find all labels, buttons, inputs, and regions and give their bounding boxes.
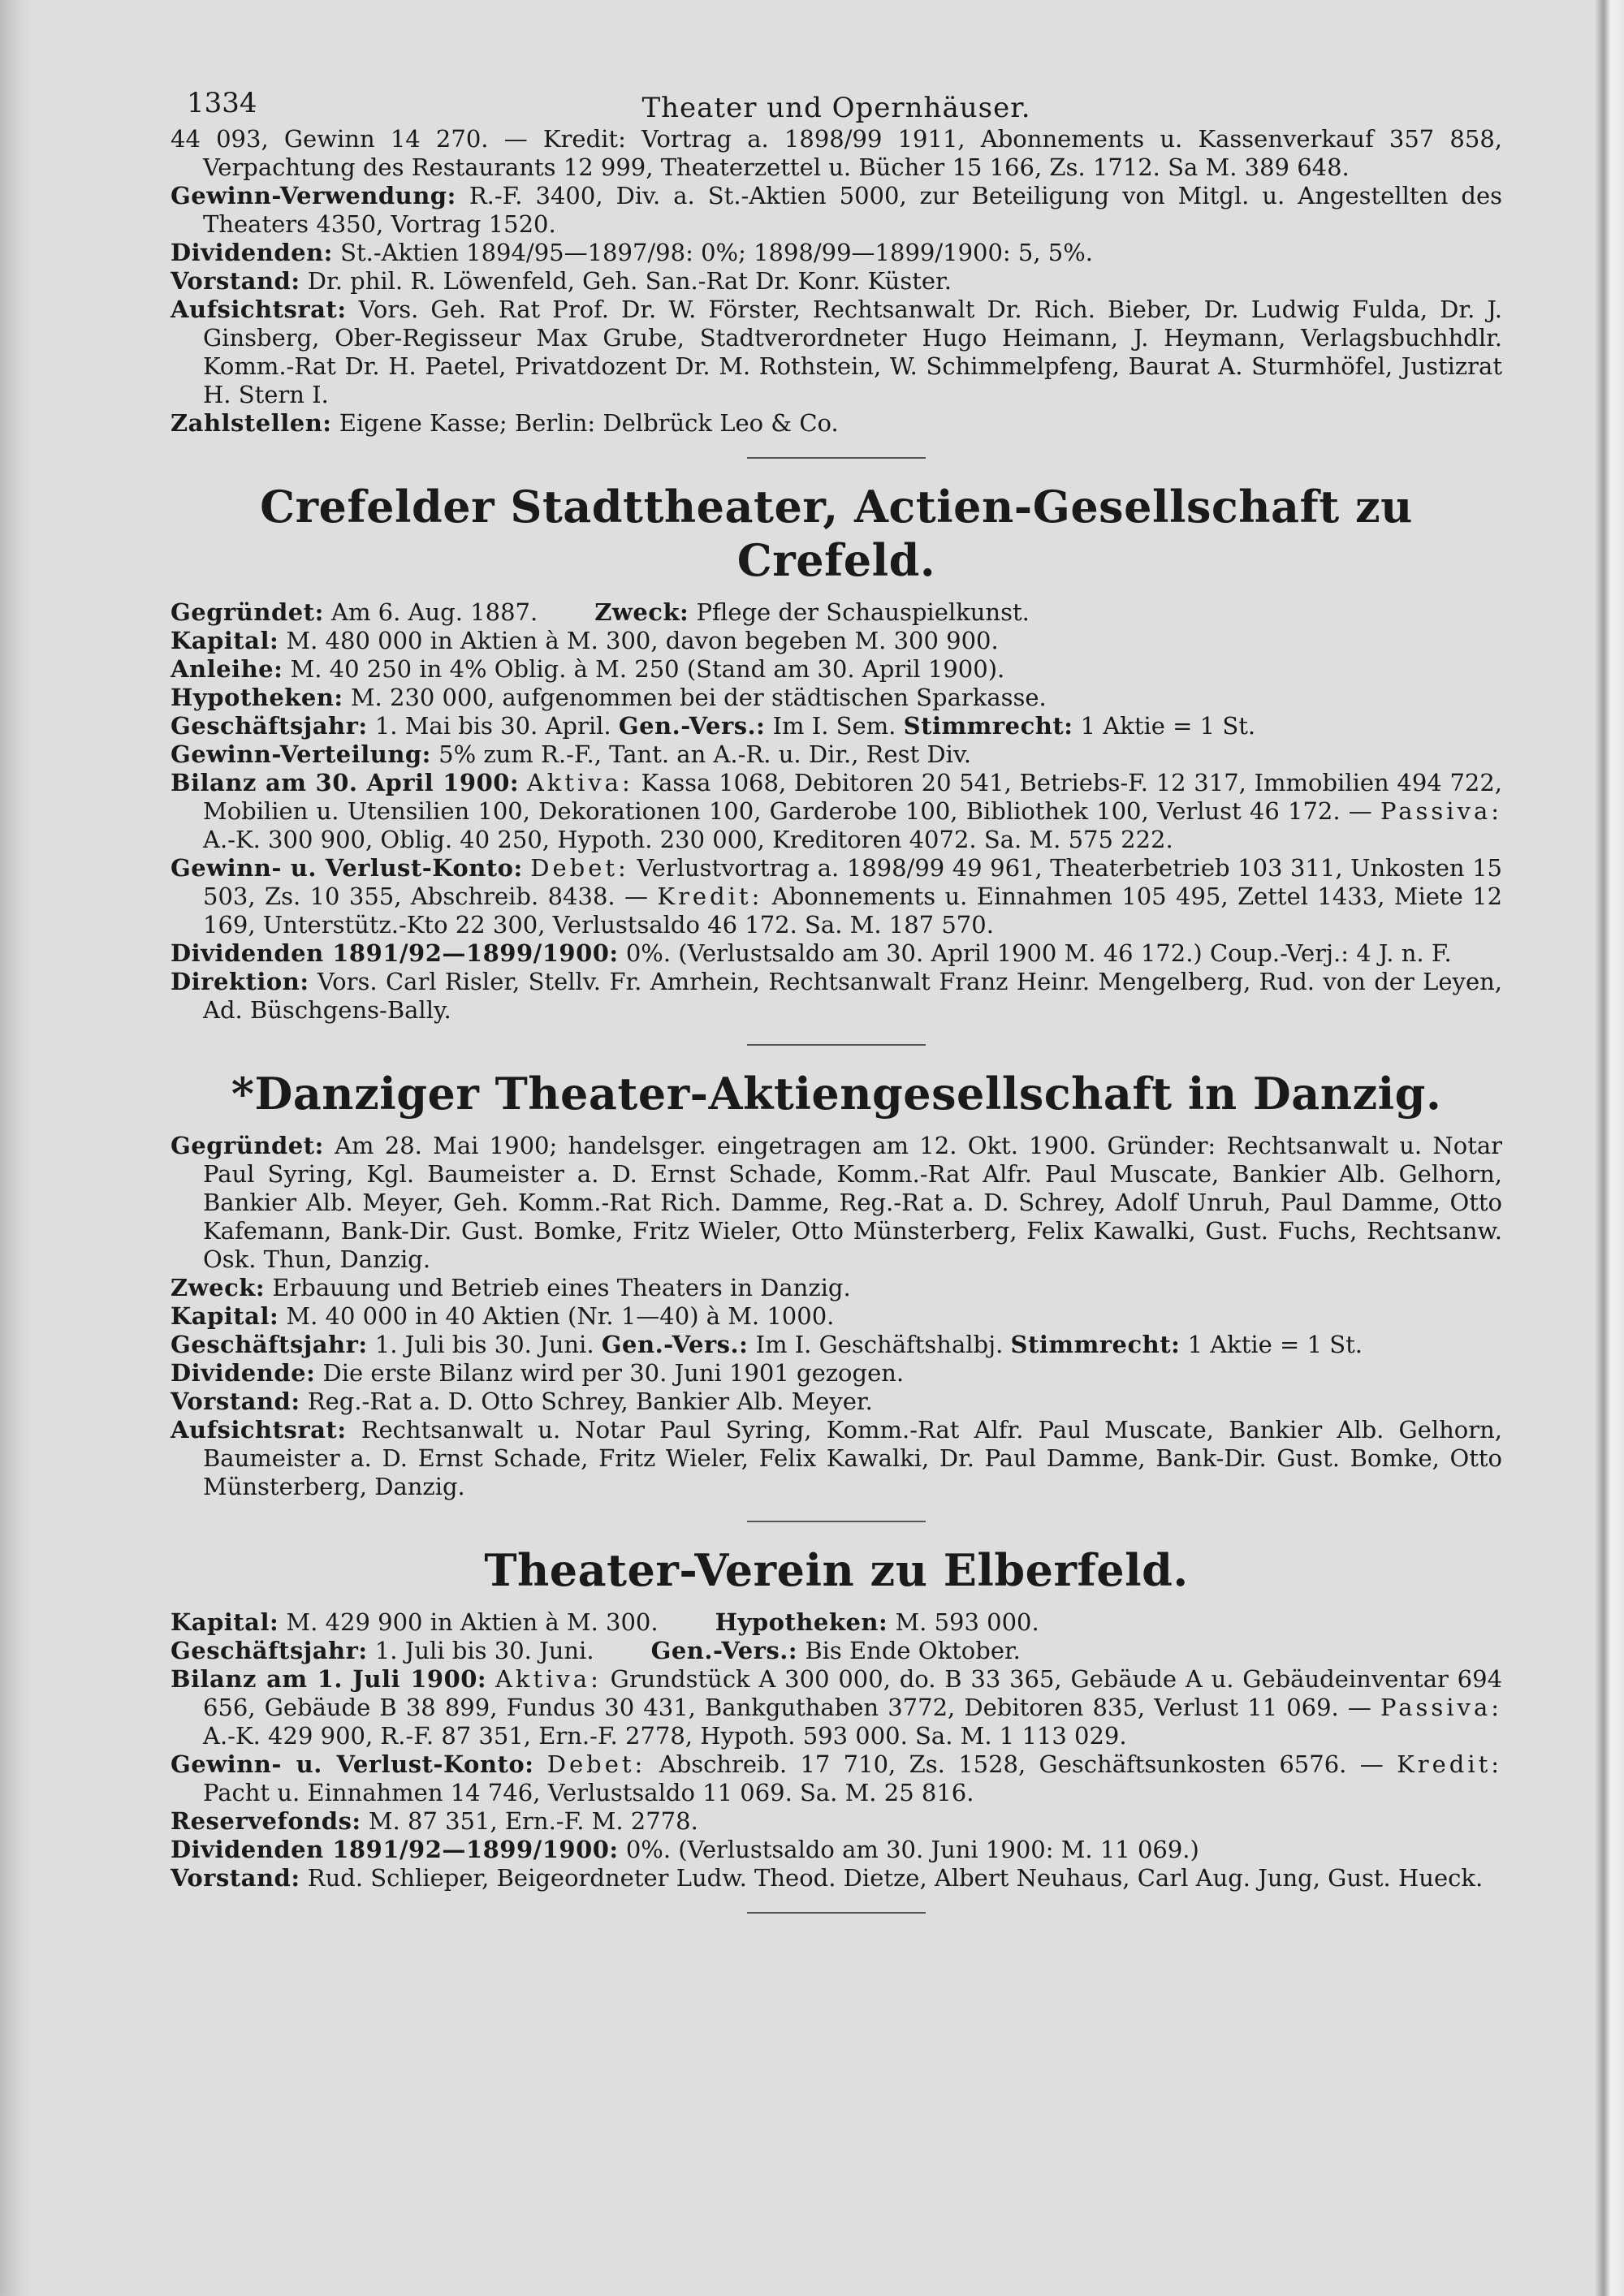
elberfeld-reservefonds: [171, 1807, 1502, 1836]
text: M. 40 000 in 40 Aktien (Nr. 1—40) à M. 1000.: [286, 1302, 835, 1330]
text: 5% zum R.-F., Tant. an A.-R. u. Dir., Rest Div.: [438, 740, 972, 768]
text: Vors. Carl Risler, Stellv. Fr. Amrhein, Rechtsanwalt Franz Heinr. Mengelberg, Rud. von der Leyen, Ad. Büschgens-Bally.: [203, 968, 1502, 1024]
text: Erbauung und Betrieb eines Theaters in Danzig.: [272, 1274, 851, 1301]
text: 1. Juli bis 30. Juni.: [374, 1637, 594, 1664]
label: Dividenden:: [171, 239, 333, 266]
text: St.-Aktien 1894/95—1897/98: 0%; 1898/99—1899/1900: 5, 5%.: [340, 239, 1094, 266]
label: Kapital:: [171, 627, 279, 654]
danzig-zweck: [171, 1274, 1502, 1302]
elberfeld-guv: [171, 1750, 1502, 1807]
crefeld-gegruendet: [171, 598, 1502, 627]
label: Reservefonds:: [171, 1807, 361, 1835]
separator: [747, 1044, 926, 1046]
text: Kassa 1068, Debitoren 20 541, Betriebs-F. 12 317, Immobilien 494 722, Mobilien u. Utensilien 100, Dekorationen 100, Garderobe 100, Bibliothek 100, Verlust 46 172. —: [203, 769, 1503, 825]
page: [171, 81, 1502, 1935]
passiva-label: Passiva:: [1380, 1694, 1502, 1721]
label: Stimmrecht:: [1010, 1331, 1181, 1358]
text: Am 28. Mai 1900; handelsger. eingetragen am 12. Okt. 1900. Gründer: Rechtsanwalt u. Notar Paul Syring, Kgl. Baumeister a. D. Ernst Schade, Komm.-Rat Alfr. Paul Muscate, Bankier Alb. Gelhorn, Bankier Alb. Meyer, Geh. Komm.-Rat Rich. Damme, Reg.-Rat a. D. Schrey, Adolf Unruh, Paul Damme, Otto Kafemann, Bank-Dir. Gust. Bomke, Fritz Wieler, Otto Münsterberg, Felix Kawalki, Gust. Fuchs, Rechtsanw. Osk. Thun, Danzig.: [203, 1132, 1503, 1273]
label: Vorstand:: [171, 1864, 300, 1892]
label: Geschäftsjahr:: [171, 1637, 368, 1664]
label: Gewinn- u. Verlust-Konto:: [171, 854, 523, 882]
text: 1. Mai bis 30. April.: [374, 712, 611, 740]
intro-section: [171, 125, 1502, 438]
label: Dividenden 1891/92—1899/1900:: [171, 939, 619, 967]
text: Die erste Bilanz wird per 30. Juni 1901 gezogen.: [322, 1359, 905, 1387]
elberfeld-geschaeftsjahr: [171, 1637, 1502, 1665]
text: M. 230 000, aufgenommen bei der städtischen Sparkasse.: [350, 684, 1047, 711]
danzig-aufsichtsrat: [171, 1416, 1502, 1501]
label: Gegründet:: [171, 598, 324, 626]
label: Kapital:: [171, 1302, 279, 1330]
page-header: [171, 81, 1502, 125]
text: 1 Aktie = 1 St.: [1187, 1331, 1363, 1358]
label: Bilanz am 1. Juli 1900:: [171, 1665, 487, 1693]
crefeld-anleihe: [171, 655, 1502, 684]
running-title: Theater und Opernhäuser.: [641, 92, 1031, 124]
label: Aufsichtsrat:: [171, 296, 347, 323]
scan-edge-right: [1595, 0, 1624, 2296]
label: Geschäftsjahr:: [171, 712, 368, 740]
text: Dr. phil. R. Löwenfeld, Geh. San.-Rat Dr. Konr. Küster.: [307, 267, 952, 295]
crefeld-hypotheken: [171, 684, 1502, 712]
crefeld-bilanz: [171, 769, 1502, 854]
aktiva-label: Aktiva:: [495, 1665, 602, 1693]
scan-edge-left: [0, 0, 32, 2296]
label: Zweck:: [171, 1274, 266, 1301]
text: Abschreib. 17 710, Zs. 1528, Geschäftsunkosten 6576. —: [659, 1750, 1384, 1778]
label: Vorstand:: [171, 267, 300, 295]
text: 0%. (Verlustsaldo am 30. Juni 1900: M. 11 069.): [625, 1836, 1199, 1863]
text: M. 480 000 in Aktien à M. 300, davon begeben M. 300 900.: [286, 627, 999, 654]
text: M. 87 351, Ern.-F. M. 2778.: [368, 1807, 698, 1835]
aktiva-label: Aktiva:: [526, 769, 633, 796]
elberfeld-dividenden: [171, 1836, 1502, 1864]
elberfeld-kapital: [171, 1608, 1502, 1637]
text: Bis Ende Oktober.: [805, 1637, 1021, 1664]
label: Vorstand:: [171, 1388, 300, 1415]
label: Anleihe:: [171, 655, 283, 683]
label: Kapital:: [171, 1608, 279, 1636]
page-number: 1334: [187, 87, 257, 119]
section-title-danzig: *Danziger Theater-Aktiengesellschaft in Danzig.: [231, 1068, 1442, 1120]
text: Rechtsanwalt u. Notar Paul Syring, Komm.-Rat Alfr. Paul Muscate, Bankier Alb. Gelhorn, Baumeister a. D. Ernst Schade, Fritz Wieler, Felix Kawalki, Dr. Paul Damme, Bank-Dir. Gust. Bomke, Otto Münsterberg, Danzig.: [203, 1416, 1503, 1500]
crefeld-guv: [171, 854, 1502, 939]
label: Hypotheken:: [715, 1608, 888, 1636]
danzig-dividende: [171, 1359, 1502, 1388]
text: M. 429 900 in Aktien à M. 300.: [286, 1608, 659, 1636]
text: Im I. Geschäftshalbj.: [755, 1331, 1004, 1358]
text: Grundstück A 300 000, do. B 33 365, Gebäude A u. Gebäudeinventar 694 656, Gebäude B 38 899, Fundus 30 431, Bankguthaben 3772, Debitoren 835, Verlust 11 069. —: [203, 1665, 1503, 1721]
text: 1 Aktie = 1 St.: [1080, 712, 1256, 740]
crefeld-direktion: [171, 968, 1502, 1025]
text: A.-K. 429 900, R.-F. 87 351, Ern.-F. 2778, Hypoth. 593 000. Sa. M. 1 113 029.: [203, 1722, 1127, 1750]
text: Vors. Geh. Rat Prof. Dr. W. Förster, Rechtsanwalt Dr. Rich. Bieber, Dr. Ludwig Fulda, Dr. J. Ginsberg, Ober-Regisseur Max Grube, Stadtverordneter Hugo Heimann, J. Heymann, Verlagsbuchhdlr. Komm.-Rat Dr. H. Paetel, Privatdozent Dr. M. Rothstein, W. Schimmelpfeng, Baurat A. Sturmhöfel, Justizrat H. Stern I.: [203, 296, 1502, 408]
text: Eigene Kasse; Berlin: Delbrück Leo & Co.: [339, 409, 839, 437]
label: Dividende:: [171, 1359, 316, 1387]
elberfeld-bilanz: [171, 1665, 1502, 1750]
text: Rud. Schlieper, Beigeordneter Ludw. Theod. Dietze, Albert Neuhaus, Carl Aug. Jung, Gust. Hueck.: [307, 1864, 1484, 1892]
debet-label: Debet:: [530, 854, 629, 882]
text: M. 40 250 in 4% Oblig. à M. 250 (Stand am 30. April 1900).: [290, 655, 1005, 683]
label: Gewinn-Verteilung:: [171, 740, 431, 768]
separator: [747, 1912, 926, 1914]
label: Geschäftsjahr:: [171, 1331, 368, 1358]
intro-zahlstellen: [171, 409, 1502, 438]
text: M. 593 000.: [895, 1608, 1039, 1636]
passiva-label: Passiva:: [1380, 797, 1503, 825]
text: Am 6. Aug. 1887.: [331, 598, 538, 626]
label: Hypotheken:: [171, 684, 343, 711]
separator: [747, 1521, 926, 1522]
label: Dividenden 1891/92—1899/1900:: [171, 1836, 619, 1863]
text: Im I. Sem.: [772, 712, 896, 740]
text: Verlustvortrag a. 1898/99 49 961, Theaterbetrieb 103 311, Unkosten 15 503, Zs. 10 355, Abschreib. 8438. —: [203, 854, 1503, 910]
debet-label: Debet:: [546, 1750, 646, 1778]
kredit-label: Kredit:: [657, 883, 763, 910]
label: Direktion:: [171, 968, 309, 995]
intro-vorstand: [171, 267, 1502, 296]
text: 0%. (Verlustsaldo am 30. April 1900 M. 46 172.) Coup.-Verj.: 4 J. n. F.: [625, 939, 1452, 967]
intro-dividenden: [171, 239, 1502, 267]
crefeld-gewinn-verteilung: [171, 740, 1502, 769]
label: Gen.-Vers.:: [601, 1331, 749, 1358]
crefeld-section: [171, 480, 1502, 1025]
label: Zweck:: [594, 598, 689, 626]
danzig-geschaeftsjahr: [171, 1331, 1502, 1359]
label: Zahlstellen:: [171, 409, 332, 437]
label: Gewinn-Verwendung:: [171, 182, 456, 209]
text: A.-K. 300 900, Oblig. 40 250, Hypoth. 230 000, Kreditoren 4072. Sa. M. 575 222.: [203, 826, 1173, 853]
intro-aufsichtsrat: [171, 296, 1502, 409]
text: 1. Juli bis 30. Juni.: [374, 1331, 594, 1358]
label: Aufsichtsrat:: [171, 1416, 347, 1444]
intro-kredit: 44 093, Gewinn 14 270. — Kredit: Vortrag a. 1898/99 1911, Abonnements u. Kassenverkauf 357 858, Verpachtung des Restaurants 12 999, Theaterzettel u. Bücher 15 166, Zs. 1712. Sa M. 389 648.: [171, 125, 1502, 181]
intro-gewinn-verwendung: [171, 182, 1502, 239]
text: R.-F. 3400, Div. a. St.-Aktien 5000, zur Beteiligung von Mitgl. u. Angestellten des Theaters 4350, Vortrag 1520.: [203, 182, 1503, 238]
text: Abonnements u. Einnahmen 105 495, Zettel 1433, Miete 12 169, Unterstütz.-Kto 22 300, Verlustsaldo 46 172. Sa. M. 187 570.: [203, 883, 1503, 939]
label: Stimmrecht:: [903, 712, 1073, 740]
danzig-vorstand: [171, 1388, 1502, 1416]
label: Gewinn- u. Verlust-Konto:: [171, 1750, 534, 1778]
label: Bilanz am 30. April 1900:: [171, 769, 520, 796]
danzig-gegruendet: [171, 1132, 1502, 1274]
crefeld-dividenden: [171, 939, 1502, 968]
text: Pacht u. Einnahmen 14 746, Verlustsaldo 11 069. Sa. M. 25 816.: [203, 1779, 974, 1806]
crefeld-geschaeftsjahr: [171, 712, 1502, 740]
kredit-label: Kredit:: [1397, 1750, 1503, 1778]
text: Pflege der Schauspielkunst.: [696, 598, 1030, 626]
danzig-kapital: [171, 1302, 1502, 1331]
label: Gen.-Vers.:: [650, 1637, 798, 1664]
danzig-section: [171, 1067, 1502, 1501]
elberfeld-section: [171, 1543, 1502, 1892]
section-title-crefeld: Crefelder Stadttheater, Actien-Gesellschaft zu Crefeld.: [260, 481, 1413, 586]
separator: [747, 457, 926, 459]
text: Reg.-Rat a. D. Otto Schrey, Bankier Alb. Meyer.: [307, 1388, 873, 1415]
elberfeld-vorstand: [171, 1864, 1502, 1892]
crefeld-kapital: [171, 627, 1502, 655]
label: Gegründet:: [171, 1132, 324, 1159]
section-title-elberfeld: Theater-Verein zu Elberfeld.: [484, 1544, 1189, 1596]
label: Gen.-Vers.:: [618, 712, 766, 740]
